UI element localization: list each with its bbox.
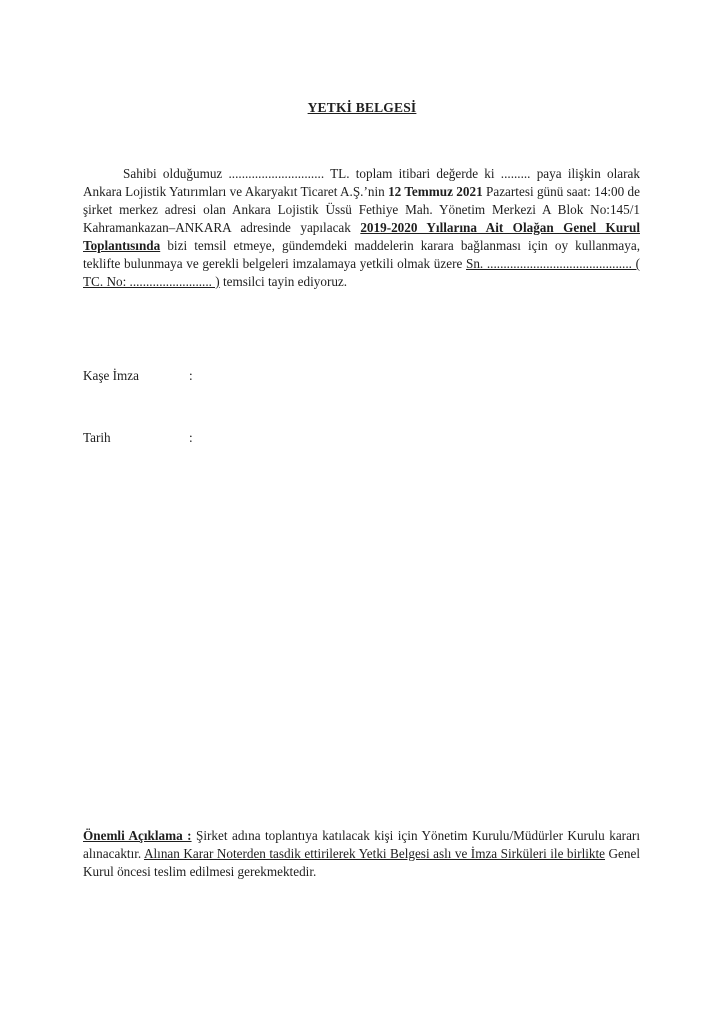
important-note-text-1: Şirket adına toplantıya katılacak kişi için Yönetim Kurulu/Müdürler Kurulu kararı alınacaktır. <box>83 828 640 861</box>
paragraph-part-2: Pazartesi günü saat: 14:00 de şirket merkez adresi olan Ankara Lojistik Üssü Fethiye Mah. Yönetim Merkezi A Blok No:145/1 Kahramankazan–ANKARA adresinde yapılacak <box>83 184 640 235</box>
date-colon: : <box>189 430 193 445</box>
meeting-name: 2019-2020 Yıllarına Ait Olağan Genel Kurul Toplantısında <box>83 220 640 253</box>
stamp-signature-row <box>83 368 193 384</box>
representative-field: Sn. ............................................ ( TC. No: ......................... ) <box>83 256 640 289</box>
stamp-signature-label: Kaşe İmza <box>83 368 140 383</box>
important-note <box>83 827 640 881</box>
date-row <box>83 430 193 446</box>
paragraph-part-3: bizi temsil etmeye, gündemdeki maddelerin karara bağlanması için oy kullanmaya, teklifte bulunmaya ve gerekli belgeleri imzalamaya yetkili olmak üzere <box>83 238 640 271</box>
important-note-heading: Önemli Açıklama : <box>83 828 192 843</box>
date-label: Tarih <box>83 430 111 445</box>
important-note-text-2: Genel Kurul öncesi teslim edilmesi gerekmektedir. <box>83 846 640 879</box>
important-note-underlined: Alınan Karar Noterden tasdik ettirilerek Yetki Belgesi aslı ve İmza Sirküleri ile birlikte <box>143 846 606 861</box>
document-title: YETKİ BELGESİ <box>307 100 417 115</box>
authorization-paragraph <box>83 165 640 291</box>
paragraph-part-4: temsilci tayin ediyoruz. <box>219 274 348 289</box>
meeting-date: 12 Temmuz 2021 <box>388 184 483 199</box>
stamp-signature-colon: : <box>189 368 193 383</box>
paragraph-part-1: Sahibi olduğumuz ............................. TL. toplam itibari değerde ki ......... paya ilişkin olarak Ankara Lojistik Yatırımları ve Akaryakıt Ticaret A.Ş.’nin <box>83 166 640 199</box>
